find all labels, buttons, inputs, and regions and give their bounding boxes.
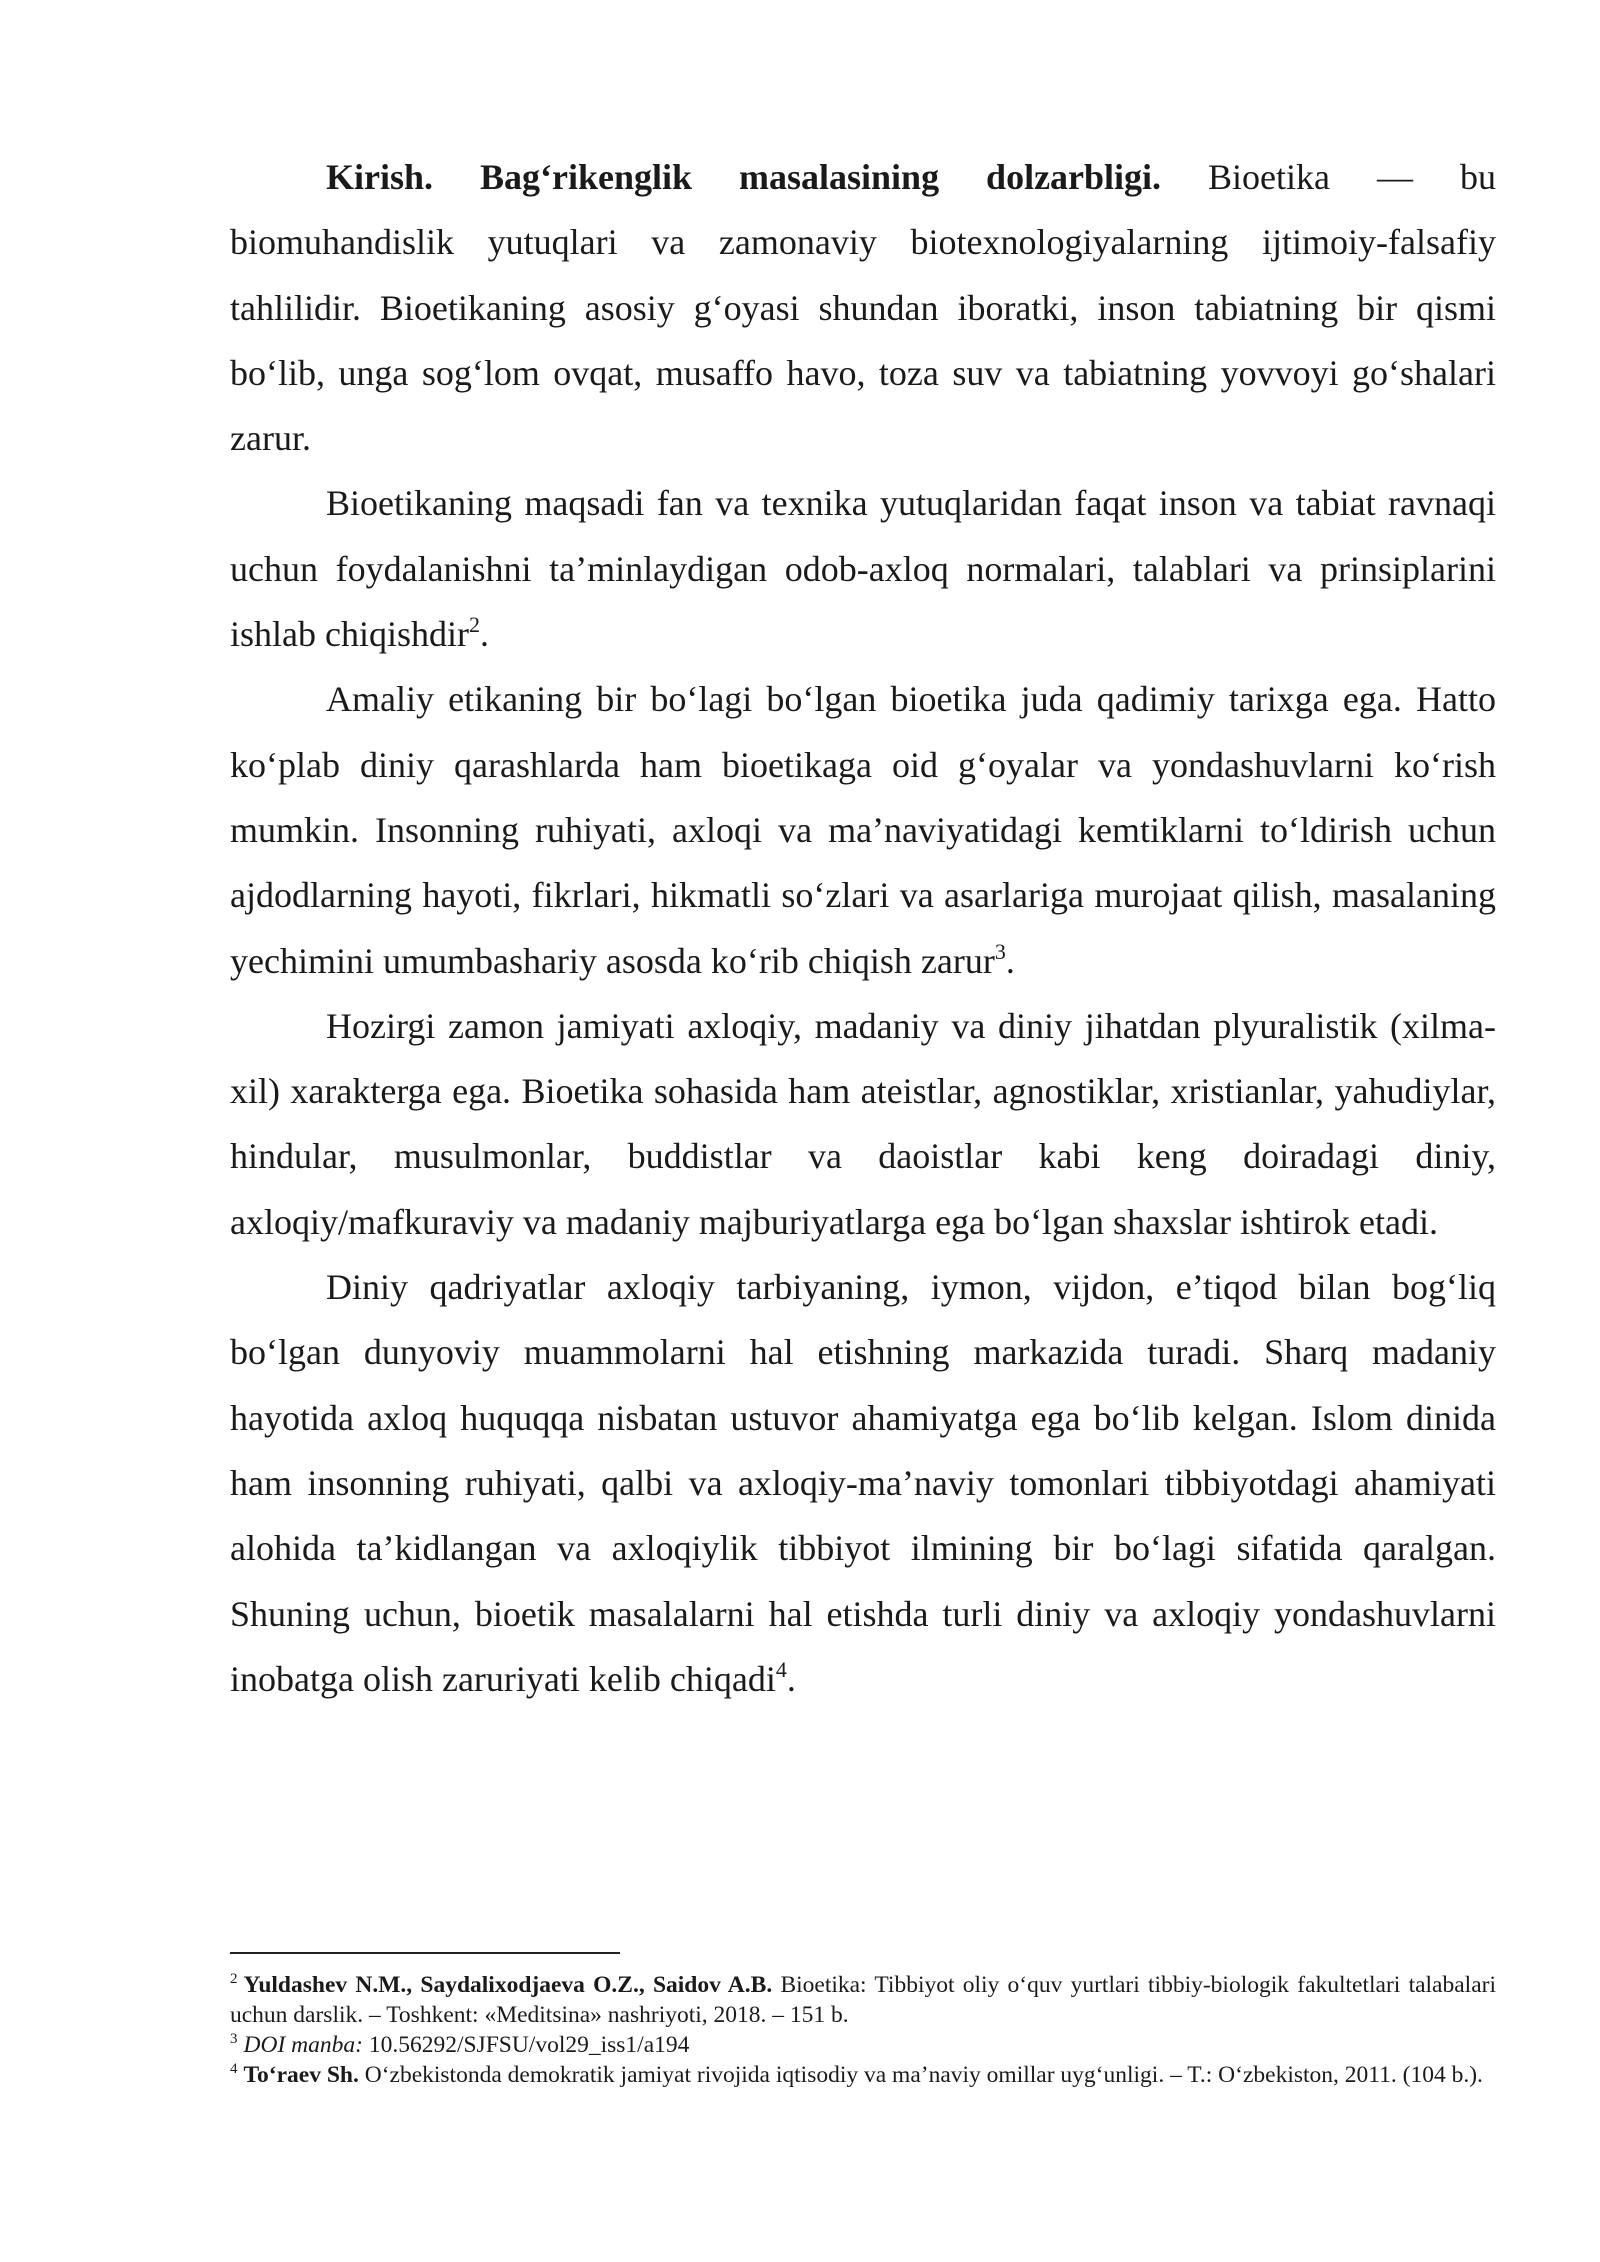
footnote-text: Bioetika: Tibbiyot oliy o‘quv yurtlari tibbiy-biologik fakultetlari talabalari uchun darslik. – Toshkent: «Meditsina» nashriyoti, 2018. – 151 b.	[230, 1972, 1496, 2028]
paragraph-text: Bioetikaning maqsadi fan va texnika yutuqlaridan faqat inson va tabiat ravnaqi uchun foydalanishni ta’minlaydigan odob-axloq normalari, talablari va prinsiplarini ishlab chiqishdir	[230, 483, 1496, 655]
paragraph-tail: .	[786, 1658, 796, 1699]
paragraph-tail: .	[1005, 940, 1015, 981]
paragraph	[230, 1255, 1496, 1712]
paragraph-text: Amaliy etikaning bir bo‘lagi bo‘lgan bioetika juda qadimiy tarixga ega. Hatto ko‘plab diniy qarashlarda ham bioetikaga oid g‘oyalar va yondashuvlarni ko‘rish mumkin. Insonning ruhiyati, axloqi va ma’naviyatidagi kemtiklarni to‘ldirish uchun ajdodlarning hayoti, fikrlari, hikmatli so‘zlari va asarlariga murojaat qilish, masalaning yechimini umumbashariy asosda ko‘rib chiqish zarur	[230, 679, 1496, 981]
footnote-number: 2	[230, 1971, 238, 1987]
footnote-authors: To‘raev Sh.	[243, 2062, 359, 2088]
footnote-number: 4	[230, 2061, 238, 2077]
footnote-ref[interactable]: 2	[468, 612, 480, 638]
paragraph-tail: .	[479, 614, 489, 655]
footnote-number: 3	[230, 2031, 238, 2047]
footnote-4	[230, 2060, 1496, 2090]
footnote-2	[230, 1970, 1496, 2030]
footnote-text: O‘zbekistonda demokratik jamiyat rivojida iqtisodiy va ma’naviy omillar uyg‘unligi. – T.: O‘zbekiston, 2011. (104 b.).	[358, 2062, 1483, 2088]
footnote-ref[interactable]: 3	[994, 938, 1006, 964]
footnote-divider	[230, 1952, 620, 1954]
paragraph	[230, 471, 1496, 667]
footnote-doi: 10.56292/SJFSU/vol29_iss1/a194	[362, 2032, 690, 2058]
footnote-label: DOI manba:	[243, 2032, 363, 2058]
paragraph-intro	[230, 145, 1496, 471]
footnote-authors: Yuldashev N.M., Saydalixodjaeva O.Z., Saidov A.B.	[243, 1972, 773, 1998]
paragraph-text: Hozirgi zamon jamiyati axloqiy, madaniy va diniy jihatdan plyuralistik (xilma-xil) xarakterga ega. Bioetika sohasida ham ateistlar, agnostiklar, xristianlar, yahudiylar, hindular, musulmonlar, buddistlar va daoistlar kabi keng doiradagi diniy, axloqiy/mafkuraviy va madaniy majburiyatlarga ega bo‘lgan shaxslar ishtirok etadi.	[230, 1005, 1496, 1242]
footnote-3	[230, 2030, 1496, 2060]
footnote-ref[interactable]: 4	[775, 1656, 787, 1682]
paragraph	[230, 667, 1496, 993]
footnotes-section	[230, 1952, 1496, 2090]
paragraph	[230, 994, 1496, 1255]
section-heading: Kirish. Bag‘rikenglik masalasining dolzarbligi.	[326, 157, 1162, 197]
document-body	[230, 145, 1496, 1712]
paragraph-text: Bioetika — bu biomuhandislik yutuqlari va zamonaviy biotexnologiyalarning ijtimoiy-falsafiy tahlilidir. Bioetikaning asosiy g‘oyasi shundan iboratki, inson tabiatning bir qismi bo‘lib, unga sog‘lom ovqat, musaffo havo, toza suv va tabiatning yovvoyi go‘shalari zarur.	[230, 157, 1496, 459]
paragraph-text: Diniy qadriyatlar axloqiy tarbiyaning, iymon, vijdon, e’tiqod bilan bog‘liq bo‘lgan dunyoviy muammolarni hal etishning markazida turadi. Sharq madaniy hayotida axloq huquqqa nisbatan ustuvor ahamiyatga ega bo‘lib kelgan. Islom dinida ham insonning ruhiyati, qalbi va axloqiy-ma’naviy tomonlari tibbiyotdagi ahamiyati alohida ta’kidlangan va axloqiylik tibbiyot ilmining bir bo‘lagi sifatida qaralgan. Shuning uchun, bioetik masalalarni hal etishda turli diniy va axloqiy yondashuvlarni inobatga olish zaruriyati kelib chiqadi	[230, 1267, 1496, 1699]
